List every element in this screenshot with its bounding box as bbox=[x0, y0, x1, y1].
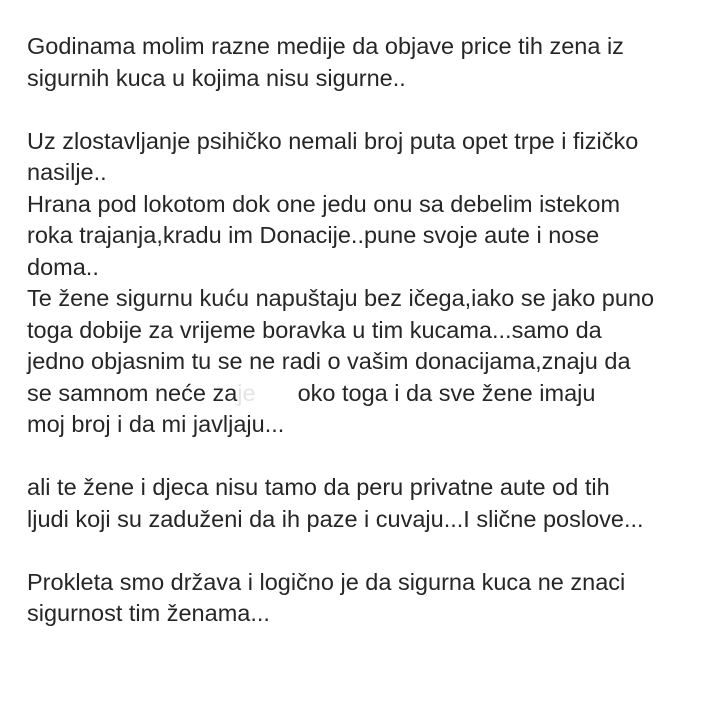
text-line: Uz zlostavljanje psihičko nemali broj puta opet trpe i fizičko bbox=[27, 127, 639, 154]
text-fragment: oko toga i da sve žene imaju bbox=[297, 379, 596, 406]
text-line: jedno objasnim tu se ne radi o vašim donacijama,znaju da bbox=[27, 348, 631, 374]
text-line: Godinama molim razne medije da objave price tih zena iz bbox=[27, 33, 624, 59]
text-fragment: se samnom neće za bbox=[27, 379, 238, 406]
text-line: doma.. bbox=[27, 253, 99, 280]
paragraph-4 bbox=[27, 567, 707, 630]
post-text bbox=[27, 31, 707, 630]
paragraph-1 bbox=[27, 31, 707, 94]
text-line: ali te žene i djeca nisu tamo da peru privatne aute od tih bbox=[27, 474, 610, 500]
text-line: sigurnost tim ženama... bbox=[27, 600, 270, 626]
text-line: Hrana pod lokotom dok one jedu onu sa debelim istekom bbox=[27, 190, 621, 217]
text-line: Te žene sigurnu kuću napuštaju bez ičega,iako se jako puno bbox=[27, 285, 655, 311]
faded-text-fragment: je bbox=[237, 379, 256, 406]
text-line-partially-obscured bbox=[27, 378, 707, 410]
paragraph-3 bbox=[27, 472, 707, 535]
text-line: ljudi koji su zaduženi da ih paze i cuvaju...I slične poslove... bbox=[27, 505, 644, 532]
text-line: roka trajanja,kradu im Donacije..pune svoje aute i nose bbox=[27, 222, 600, 248]
paragraph-2 bbox=[27, 126, 707, 441]
text-line: sigurnih kuca u kojima nisu sigurne.. bbox=[27, 64, 406, 91]
text-line: toga dobije za vrijeme boravka u tim kucama...samo da bbox=[27, 316, 602, 343]
text-line: nasilje.. bbox=[27, 159, 107, 185]
text-line: Prokleta smo država i logično je da sigurna kuca ne znaci bbox=[27, 568, 626, 595]
text-line: moj broj i da mi javljaju... bbox=[27, 411, 285, 437]
